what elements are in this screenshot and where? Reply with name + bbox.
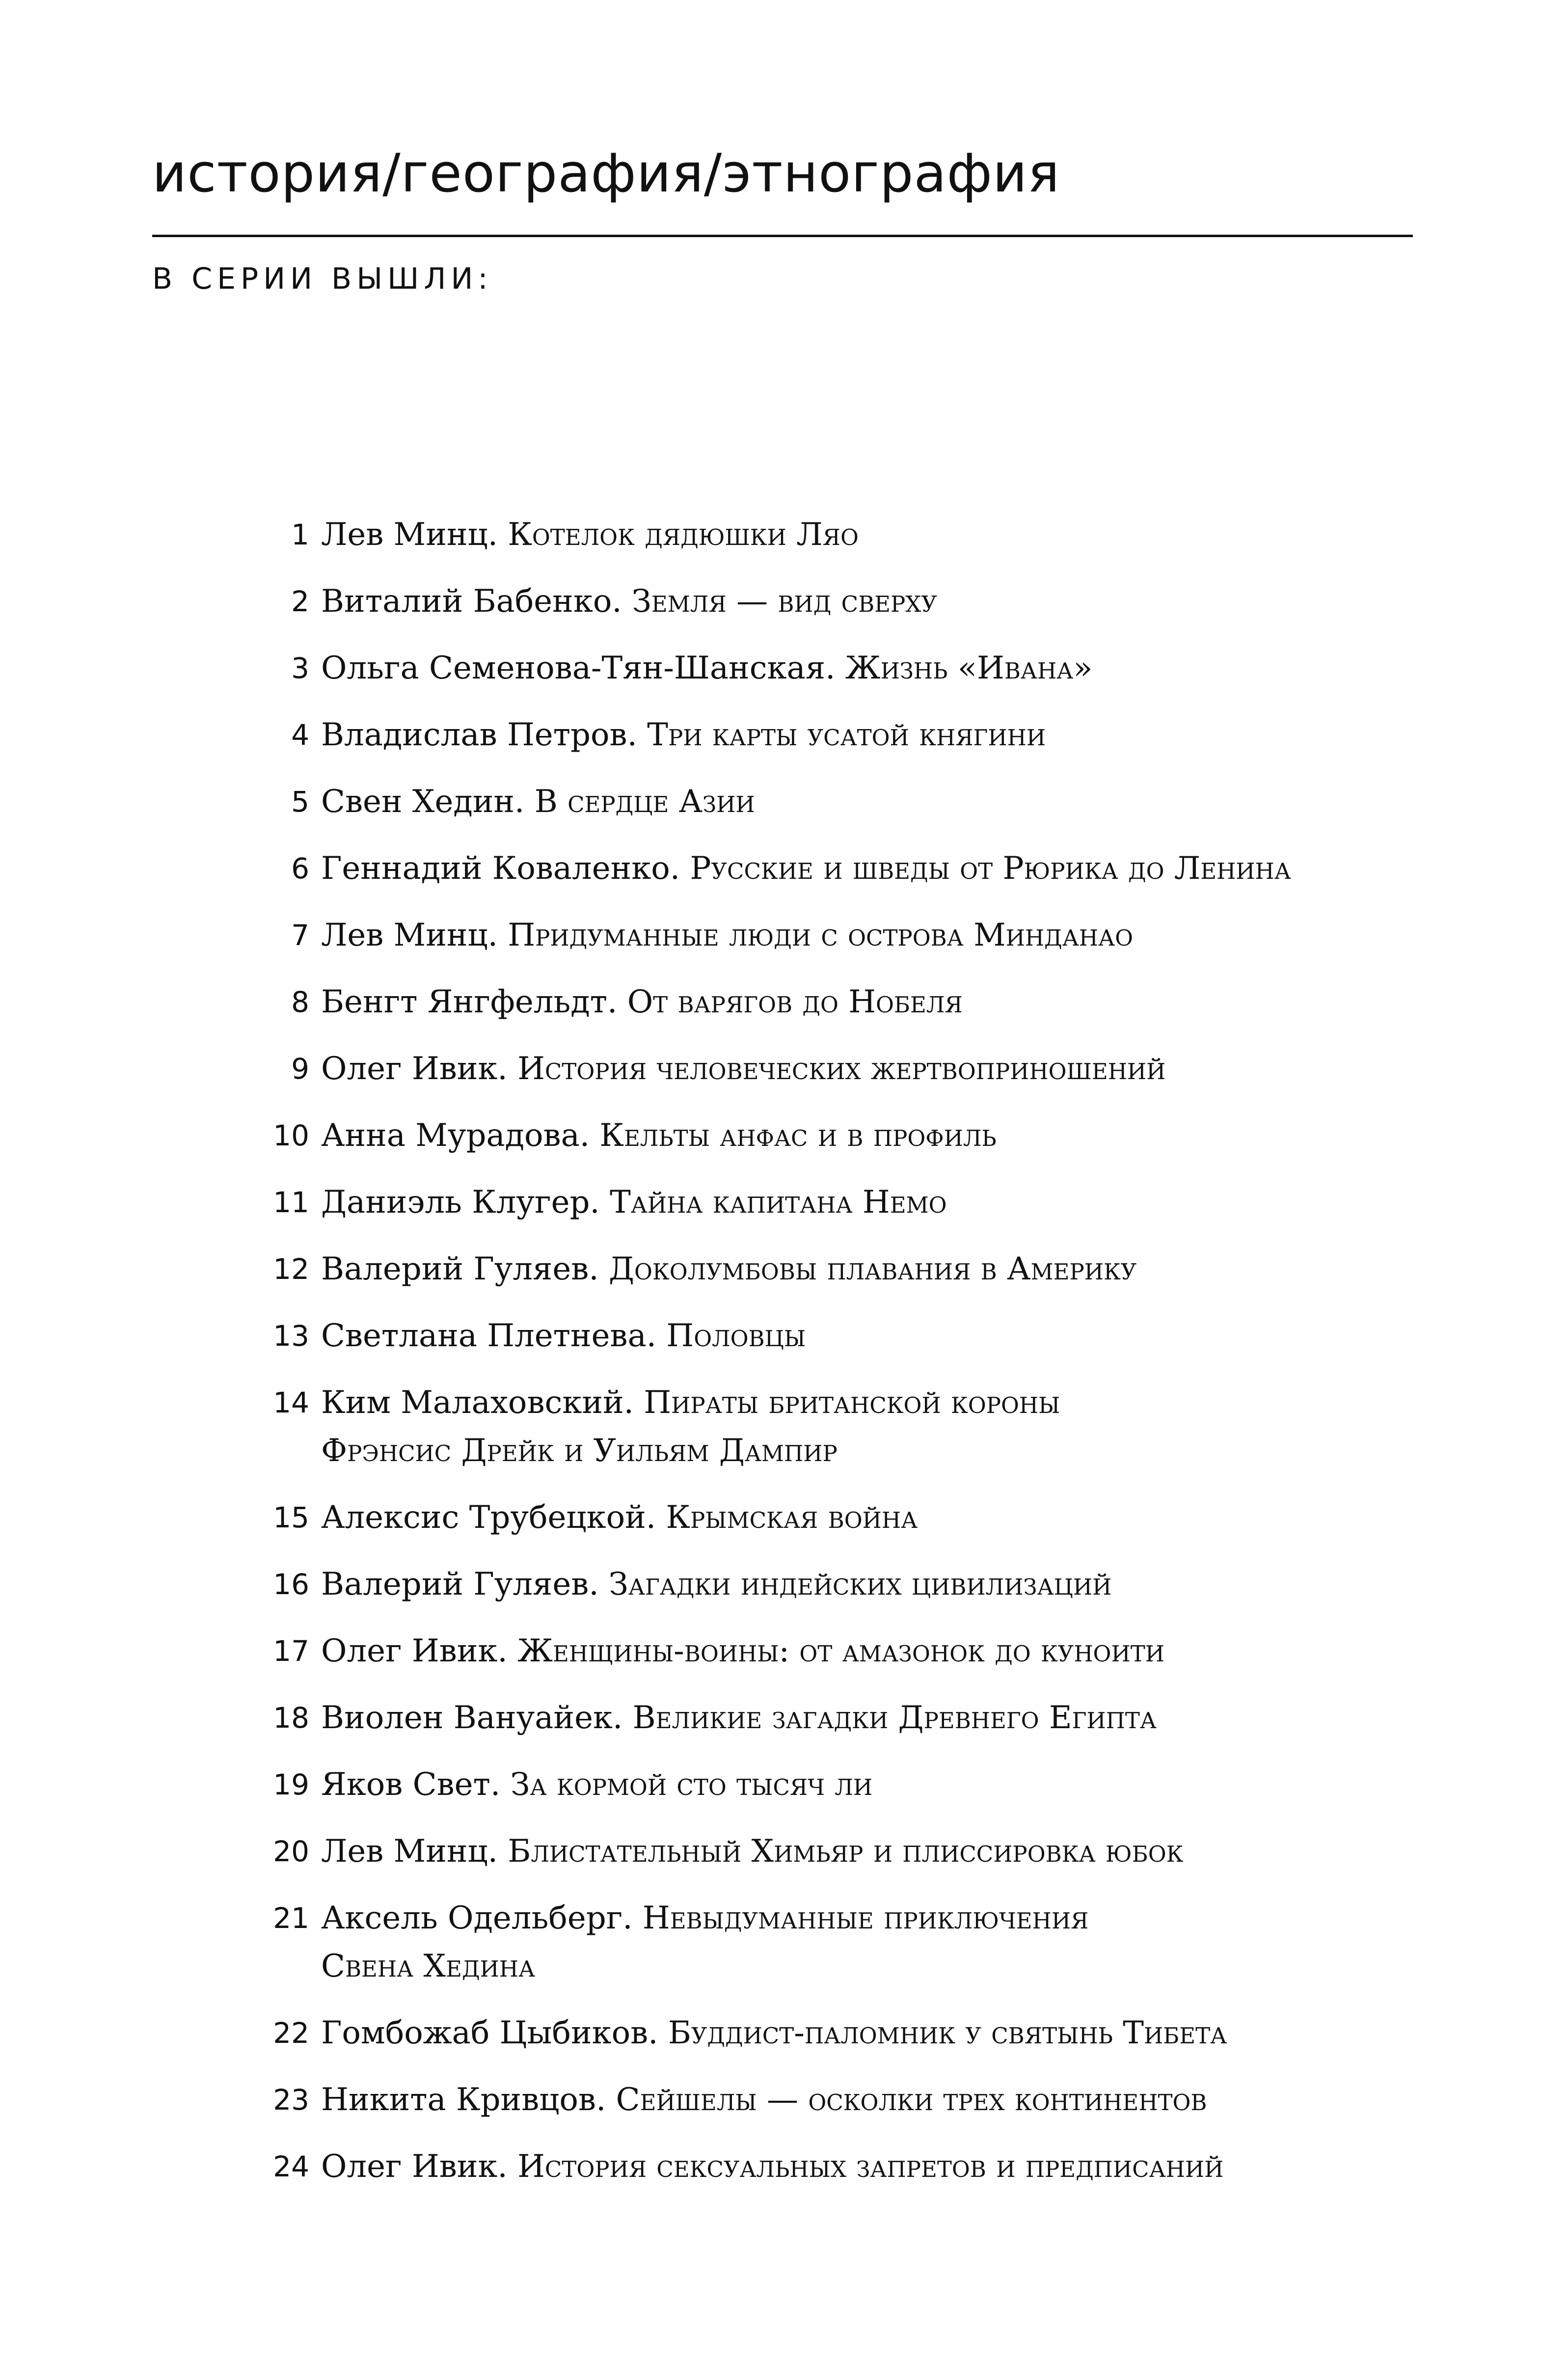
book-number: 5 — [291, 785, 309, 818]
book-title: Загадки индейских цивилизаций — [609, 1566, 1112, 1602]
book-title: Сейшелы — осколки трех континентов — [616, 2082, 1207, 2118]
book-title: Половцы — [666, 1318, 806, 1354]
book-number: 4 — [291, 718, 309, 752]
book-number: 1 — [291, 518, 309, 551]
list-item — [255, 1245, 1433, 1293]
list-item — [255, 2143, 1433, 2191]
list-item — [255, 844, 1433, 893]
book-author: Светлана Плетнева. — [321, 1318, 657, 1354]
book-author: Валерий Гуляев. — [321, 1566, 599, 1602]
book-title: Невыдуманные приключения Свена Хедина — [321, 1900, 1089, 1984]
book-author: Ольга Семенова-Тян-Шанская. — [321, 650, 836, 686]
series-subtitle: В СЕРИИ ВЫШЛИ: — [152, 262, 493, 296]
book-title: От варягов до Нобеля — [627, 984, 963, 1020]
list-item — [255, 1761, 1433, 1809]
list-item — [255, 1045, 1433, 1093]
book-number: 2 — [291, 585, 309, 618]
list-item — [255, 1112, 1433, 1160]
book-title: В сердце Азии — [534, 784, 755, 820]
book-entry — [321, 1112, 1433, 1160]
book-number: 21 — [273, 1901, 309, 1935]
book-number: 20 — [273, 1835, 309, 1868]
book-number: 15 — [273, 1501, 309, 1534]
book-entry — [321, 2009, 1433, 2057]
book-number: 6 — [291, 852, 309, 885]
book-number: 14 — [273, 1386, 309, 1419]
book-number: 10 — [273, 1119, 309, 1152]
book-author: Олег Ивик. — [321, 1051, 508, 1087]
list-item — [255, 577, 1433, 625]
book-entry — [321, 1627, 1433, 1675]
list-item — [255, 1560, 1433, 1608]
book-number: 17 — [273, 1634, 309, 1668]
book-title: Жизнь «Ивана» — [845, 650, 1093, 686]
book-number: 8 — [291, 985, 309, 1019]
book-author: Алексис Трубецкой. — [321, 1499, 656, 1536]
book-title: Котелок дядюшки Ляо — [508, 516, 859, 553]
book-author: Бенгт Янгфельдт. — [321, 984, 618, 1020]
list-item — [255, 1627, 1433, 1675]
book-title: Доколумбовы плавания в Америку — [609, 1251, 1137, 1287]
book-author: Виолен Вануайек. — [321, 1700, 623, 1736]
book-entry — [321, 2076, 1433, 2124]
book-title: Пираты британской короны Фрэнсис Дрейк и Уильям Дампир — [321, 1384, 1060, 1469]
book-author: Анна Мурадова. — [321, 1117, 590, 1154]
book-entry — [321, 778, 1433, 826]
book-entry — [321, 1245, 1433, 1293]
book-number: 18 — [273, 1701, 309, 1735]
book-title: Буддист-паломник у святынь Тибета — [668, 2015, 1227, 2051]
book-title: Русские и шведы от Рюрика до Ленина — [690, 850, 1291, 887]
book-list — [255, 511, 1433, 2209]
book-entry — [321, 911, 1433, 959]
book-title: История человеческих жертвоприношений — [517, 1051, 1166, 1087]
list-item — [255, 644, 1433, 692]
book-entry — [321, 1045, 1433, 1093]
book-entry — [321, 1379, 1433, 1475]
book-title: Придуманные люди с острова Минданао — [508, 917, 1133, 953]
book-number: 11 — [273, 1186, 309, 1219]
list-item — [255, 911, 1433, 959]
book-number: 3 — [291, 651, 309, 685]
book-number: 9 — [291, 1052, 309, 1086]
book-entry — [321, 1894, 1433, 1990]
list-item — [255, 1694, 1433, 1742]
book-number: 13 — [273, 1319, 309, 1353]
book-title: Женщины-воины: от амазонок до куноити — [517, 1633, 1164, 1669]
list-item — [255, 2009, 1433, 2057]
book-author: Яков Свет. — [321, 1766, 501, 1803]
book-author: Гомбожаб Цыбиков. — [321, 2015, 658, 2051]
book-author: Даниэль Клугер. — [321, 1184, 600, 1221]
book-author: Свен Хедин. — [321, 784, 525, 820]
book-title: Тайна капитана Немо — [610, 1184, 947, 1221]
book-number: 22 — [273, 2016, 309, 2050]
book-author: Аксель Одельберг. — [321, 1900, 633, 1936]
book-title: Блистательный Химьяр и плиссировка юбок — [508, 1833, 1184, 1870]
book-author: Валерий Гуляев. — [321, 1251, 599, 1287]
book-title: Три карты усатой княгини — [647, 717, 1046, 753]
book-author: Ким Малаховский. — [321, 1384, 634, 1421]
list-item — [255, 778, 1433, 826]
book-author: Никита Кривцов. — [321, 2082, 606, 2118]
book-entry — [321, 1694, 1433, 1742]
book-title: История сексуальных запретов и предписаний — [517, 2148, 1224, 2185]
list-item — [255, 1827, 1433, 1875]
book-number: 23 — [273, 2083, 309, 2117]
book-title: Земля — вид сверху — [632, 583, 937, 620]
book-entry — [321, 978, 1433, 1026]
book-entry — [321, 1493, 1433, 1542]
book-author: Лев Минц. — [321, 917, 498, 953]
book-entry — [321, 711, 1433, 759]
book-author: Олег Ивик. — [321, 1633, 508, 1669]
book-entry — [321, 1761, 1433, 1809]
book-number: 24 — [273, 2150, 309, 2183]
book-title: За кормой сто тысяч ли — [510, 1766, 873, 1803]
header-rule — [152, 235, 1413, 237]
book-entry — [321, 1178, 1433, 1226]
list-item — [255, 2076, 1433, 2124]
book-entry — [321, 511, 1433, 559]
list-item — [255, 1379, 1433, 1475]
list-item — [255, 711, 1433, 759]
book-author: Лев Минц. — [321, 1833, 498, 1870]
book-author: Владислав Петров. — [321, 717, 637, 753]
list-item — [255, 1178, 1433, 1226]
book-entry — [321, 1312, 1433, 1360]
list-item — [255, 1493, 1433, 1542]
book-title: Крымская война — [666, 1499, 918, 1536]
series-title: история/география/этнография — [152, 143, 1060, 204]
book-author: Лев Минц. — [321, 516, 498, 553]
book-number: 12 — [273, 1252, 309, 1286]
list-item — [255, 1312, 1433, 1360]
book-title: Кельты анфас и в профиль — [599, 1117, 997, 1154]
book-number: 7 — [291, 919, 309, 952]
book-author: Олег Ивик. — [321, 2148, 508, 2185]
book-number: 16 — [273, 1568, 309, 1601]
book-title: Великие загадки Древнего Египта — [632, 1700, 1157, 1736]
book-entry — [321, 644, 1433, 692]
book-entry — [321, 844, 1433, 893]
book-entry — [321, 2143, 1433, 2191]
book-entry — [321, 1560, 1433, 1608]
book-author: Геннадий Коваленко. — [321, 850, 680, 887]
list-item — [255, 1894, 1433, 1990]
book-entry — [321, 1827, 1433, 1875]
list-item — [255, 511, 1433, 559]
book-number: 19 — [273, 1768, 309, 1801]
book-author: Виталий Бабенко. — [321, 583, 622, 620]
book-entry — [321, 577, 1433, 625]
list-item — [255, 978, 1433, 1026]
